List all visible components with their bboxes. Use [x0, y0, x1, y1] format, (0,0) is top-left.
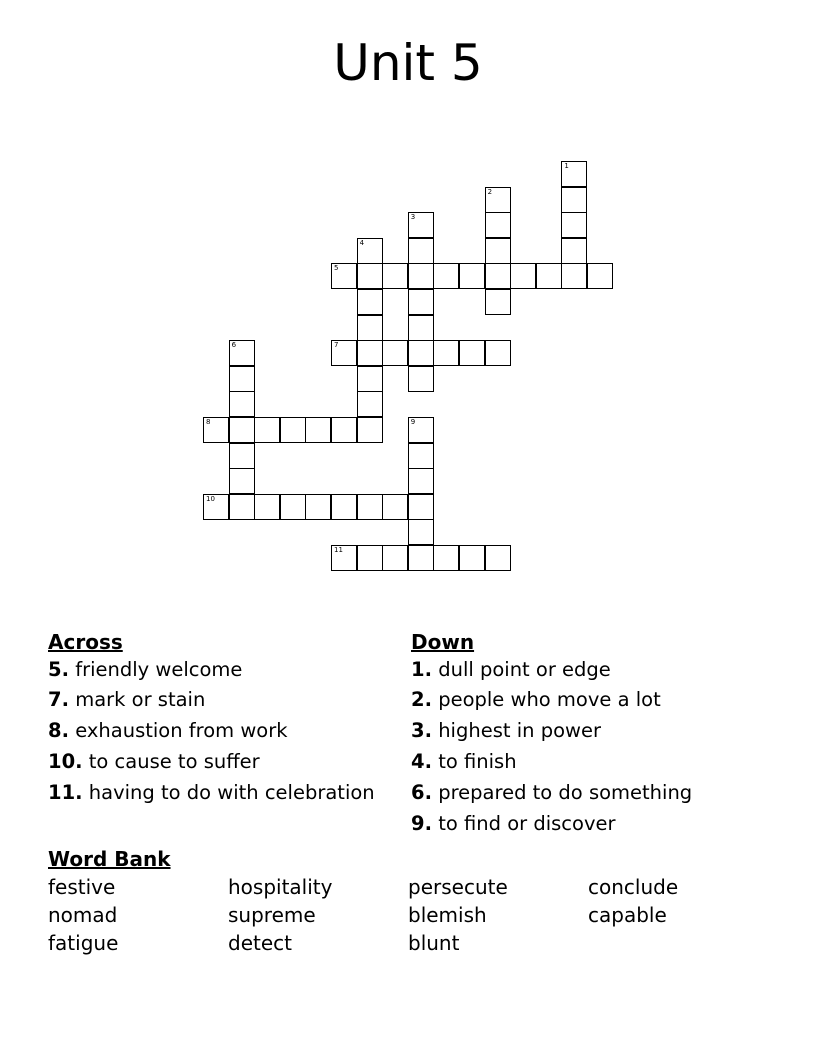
clue-number: 2 [411, 688, 425, 711]
crossword-cell[interactable] [331, 494, 357, 520]
crossword-cell[interactable] [459, 263, 485, 289]
word-bank-heading: Word Bank [48, 847, 171, 871]
crossword-cell[interactable] [331, 340, 357, 366]
down-clue [411, 781, 692, 805]
down-clue [411, 812, 616, 836]
clue-text: friendly welcome [75, 658, 243, 681]
down-clue [411, 750, 517, 774]
word-bank-word: conclude [588, 875, 679, 899]
crossword-cell[interactable] [485, 187, 511, 213]
clue-text: exhaustion from work [75, 719, 288, 742]
crossword-cell[interactable] [408, 545, 434, 571]
crossword-cell[interactable] [408, 366, 434, 392]
clue-number: 6 [411, 781, 425, 804]
crossword-cell[interactable] [203, 494, 229, 520]
crossword-cell[interactable] [357, 494, 383, 520]
crossword-cell[interactable] [408, 263, 434, 289]
across-heading: Across [48, 630, 123, 654]
clue-period: . [424, 781, 432, 804]
crossword-cell[interactable] [305, 494, 331, 520]
clue-number: 8 [48, 719, 62, 742]
cell-number: 7 [334, 341, 339, 350]
cell-number: 6 [231, 341, 237, 350]
crossword-cell[interactable] [485, 545, 511, 571]
crossword-cell[interactable] [229, 468, 255, 494]
word-bank-word: blemish [408, 903, 487, 927]
crossword-cell[interactable] [561, 238, 587, 264]
clue-number: 11 [48, 781, 76, 804]
word-bank-word: persecute [408, 875, 508, 899]
crossword-cell[interactable] [408, 519, 434, 545]
crossword-cell[interactable] [229, 494, 255, 520]
cell-number: 4 [359, 238, 365, 247]
crossword-cell[interactable] [382, 340, 408, 366]
cell-number: 10 [206, 494, 215, 503]
crossword-cell[interactable] [305, 417, 331, 443]
crossword-cell[interactable] [382, 263, 408, 289]
clue-text: having to do with celebration [88, 781, 375, 804]
crossword-cell[interactable] [229, 340, 255, 366]
crossword-cell[interactable] [408, 494, 434, 520]
crossword-cell[interactable] [203, 417, 229, 443]
crossword-cell[interactable] [331, 263, 357, 289]
cell-number: 3 [410, 213, 416, 222]
clue-number: 5 [48, 658, 62, 681]
crossword-cell[interactable] [433, 545, 459, 571]
clue-period: . [61, 688, 69, 711]
crossword-cell[interactable] [357, 289, 383, 315]
crossword-cell[interactable] [408, 340, 434, 366]
word-bank-word: blunt [408, 931, 460, 955]
word-bank-word: festive [48, 875, 116, 899]
crossword-cell[interactable] [459, 545, 485, 571]
clue-period: . [75, 781, 83, 804]
crossword-cell[interactable] [254, 417, 280, 443]
crossword-cell[interactable] [561, 187, 587, 213]
crossword-cell[interactable] [485, 289, 511, 315]
crossword-cell[interactable] [408, 443, 434, 469]
clue-number: 4 [411, 750, 425, 773]
crossword-cell[interactable] [561, 212, 587, 238]
crossword-cell[interactable] [433, 263, 459, 289]
down-heading: Down [411, 630, 475, 654]
crossword-cell[interactable] [408, 468, 434, 494]
word-bank-word: capable [588, 903, 667, 927]
clue-text: dull point or edge [438, 658, 611, 681]
crossword-cell[interactable] [485, 212, 511, 238]
crossword-cell[interactable] [357, 238, 383, 264]
crossword-cell[interactable] [229, 391, 255, 417]
clue-period: . [424, 812, 432, 835]
crossword-cell[interactable] [331, 417, 357, 443]
clue-text: prepared to do something [438, 781, 693, 804]
clue-period: . [75, 750, 83, 773]
across-clue [48, 719, 288, 743]
crossword-cell[interactable] [408, 238, 434, 264]
down-clue [411, 658, 611, 682]
crossword-cell[interactable] [382, 545, 408, 571]
crossword-cell[interactable] [561, 161, 587, 187]
crossword-cell[interactable] [510, 263, 536, 289]
clue-period: . [61, 719, 69, 742]
clue-number: 9 [411, 812, 425, 835]
crossword-cell[interactable] [357, 391, 383, 417]
clue-text: mark or stain [75, 688, 206, 711]
crossword-cell[interactable] [408, 289, 434, 315]
clue-period: . [424, 688, 432, 711]
crossword-cell[interactable] [561, 263, 587, 289]
clue-period: . [424, 658, 432, 681]
across-clue [48, 688, 205, 712]
clue-number: 3 [411, 719, 425, 742]
clue-number: 1 [411, 658, 425, 681]
word-bank-word: nomad [48, 903, 118, 927]
crossword-cell[interactable] [331, 545, 357, 571]
word-bank-word: detect [228, 931, 292, 955]
clue-period: . [424, 750, 432, 773]
crossword-cell[interactable] [229, 443, 255, 469]
crossword-cell[interactable] [408, 212, 434, 238]
crossword-cell[interactable] [357, 263, 383, 289]
cell-number: 11 [334, 546, 343, 554]
down-clue [411, 719, 601, 743]
crossword-cell[interactable] [485, 263, 511, 289]
down-clue [411, 688, 661, 712]
crossword-cell[interactable] [433, 340, 459, 366]
crossword-cell[interactable] [357, 340, 383, 366]
clue-number: 7 [48, 688, 62, 711]
clue-text: to finish [438, 750, 517, 773]
across-clue [48, 750, 260, 774]
crossword-cell[interactable] [357, 417, 383, 443]
cell-number: 2 [487, 187, 493, 196]
crossword-cell[interactable] [536, 263, 562, 289]
clue-period: . [61, 658, 69, 681]
cell-number: 9 [410, 418, 416, 426]
clue-text: to cause to suffer [88, 750, 260, 773]
crossword-cell[interactable] [229, 366, 255, 392]
crossword-cell[interactable] [408, 315, 434, 341]
cell-number: 5 [334, 264, 339, 273]
crossword-cell[interactable] [280, 494, 306, 520]
crossword-cell[interactable] [485, 340, 511, 366]
across-clue [48, 781, 375, 805]
crossword-cell[interactable] [280, 417, 306, 443]
clue-period: . [424, 719, 432, 742]
crossword-cell[interactable] [459, 340, 485, 366]
crossword-cell[interactable] [485, 238, 511, 264]
clue-text: people who move a lot [438, 688, 661, 711]
crossword-cell[interactable] [254, 494, 280, 520]
cell-number: 8 [206, 418, 211, 426]
clue-number: 10 [48, 750, 76, 773]
crossword-cell[interactable] [229, 417, 255, 443]
word-bank-word: fatigue [48, 931, 119, 955]
crossword-cell[interactable] [382, 494, 408, 520]
word-bank-word: supreme [228, 903, 316, 927]
across-clue [48, 658, 242, 682]
crossword-cell[interactable] [408, 417, 434, 443]
page-title: Unit 5 [333, 34, 483, 92]
cell-number: 1 [564, 162, 569, 170]
crossword-cell[interactable] [357, 315, 383, 341]
crossword-cell[interactable] [357, 366, 383, 392]
clue-text: to find or discover [438, 812, 616, 835]
crossword-cell[interactable] [357, 545, 383, 571]
word-bank-word: hospitality [228, 875, 333, 899]
crossword-cell[interactable] [587, 263, 613, 289]
clue-text: highest in power [438, 719, 601, 742]
